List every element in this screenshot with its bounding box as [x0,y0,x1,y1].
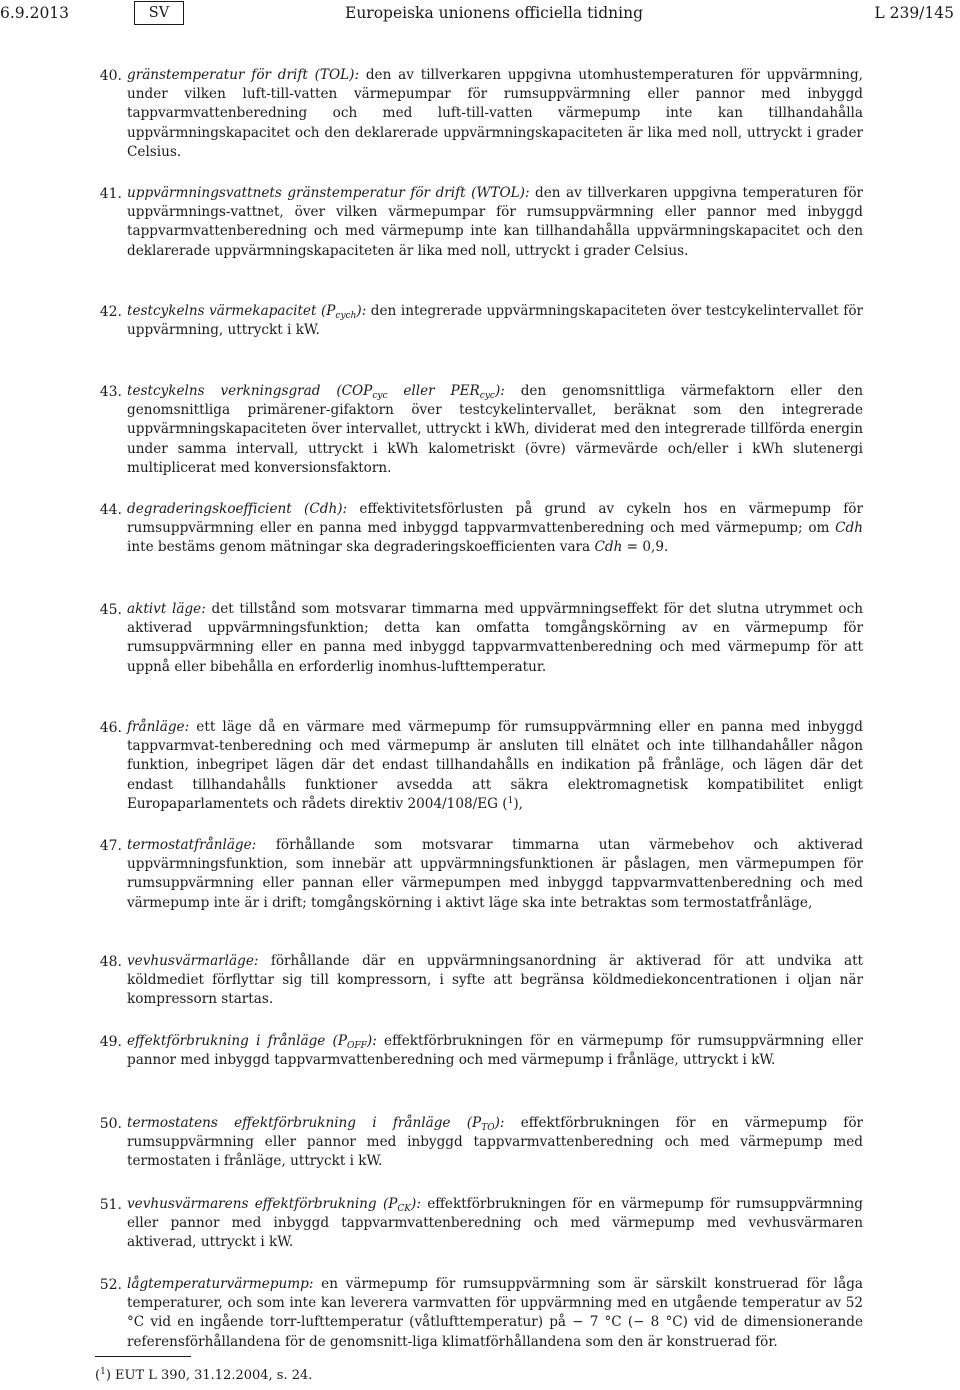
definition-number: 43. [99,384,122,400]
definition-body: effektförbrukningen för en värmepump för rumsuppvärmning eller pannor med inbyggd tappvarmvattenberedning och med värmepump med vevhusvärmaren aktiverad, uttryckt i kW. [127,1196,863,1251]
definition-term: termostatens effektförbrukning i frånläge $(P_{TO})$: [127,1115,505,1133]
definition-text [127,302,863,340]
definition-text [127,600,863,677]
definition-body: effektförbrukningen för en värmepump för rumsuppvärmning eller pannor med inbyggd tappvarmvattenberedning och med värmepump i frånläge, uttryckt i kW. [127,1033,864,1069]
definition-term: aktivt läge: [127,601,206,617]
definition-text: degraderingskoefficient (Cdh): effektivitetsförlusten på grund av cykeln hos en värmepump för rumsuppvärmning eller en panna med inbyggd tappvarmvattenberedning och med värmepump; om Cdh inte bestäms genom mätningar ska degraderingskoefficienten vara Cdh = 0,9. [127,501,863,556]
footnote: ($^1$) EUT L 390, 31.12.2004, s. 24. [95,1367,313,1383]
definition-text [127,1275,863,1352]
definition-number: 48. [99,954,122,970]
footnote-text: EUT L 390, 31.12.2004, s. 24. [110,1368,313,1383]
definition-body: en värmepump för rumsuppvärmning som är särskilt konstruerad för låga temperaturer, och som inte kan leverera varmvatten för uppvärmning med en utgående temperatur av 52 °C vid en ingående torr-lufttemperatur (våtlufttemperatur) på − 7 °C (− 8 °C) vid de dimensionerande referensförhållandena för de genomsnitt-liga klimatförhållandena som den är konstruerad för. [127,1276,863,1350]
definition-body: det tillstånd som motsvarar timmarna med uppvärmningseffekt för det slutna utrymmet och aktiverad uppvärmningsfunktion; detta kan omfatta tomgångskörning av en värmepump för rumsuppvärmning eller en panna med inbyggd tappvarmvattenberedning och med värmepump för att uppnå eller bibehålla en erforderlig inomhus-lufttemperatur. [127,601,863,675]
definition-text [127,1032,863,1070]
definition-body: den av tillverkaren uppgivna temperaturen för uppvärmnings-vattnet, över vilken värmepumpar för rumsuppvärmning eller pannor med inbyggd tappvarmvattenberedning och med värmepump inte kan tillhandahålla uppvärmningskapacitet och den deklarerade uppvärmningskapaciteten är lika med noll, uttryckt i grader Celsius. [127,185,863,259]
page-header [0,0,960,30]
definition-term: testcykelns verkningsgrad ($COP_{cyc}$ eller $PER_{cyc}$): [127,383,505,401]
definition-number: 52. [99,1277,122,1293]
definition-term: gränstemperatur för drift (TOL): [127,67,360,83]
definition-term: vevhusvärmarläge: [127,953,259,969]
definition-number: 40. [99,68,122,84]
definition-number: 46. [99,720,122,736]
definition-number: 45. [99,602,122,618]
definition-text: frånläge: ett läge då en värmare med värmepump för rumsuppvärmning eller en panna med inbyggd tappvarmvat-tenberedning och med värmepump är ansluten till elnätet och inte tillhandahåller någon funktion, inbegripet lägen där det endast tillhandahålls en indikation på frånläge, och lägen där det endast tillhandahålls funktioner avsedda att säkra elektromagnetisk kompatibilitet enligt Europaparlamentets och rådets direktiv 2004/108/EG ($^1$), [127,719,863,812]
definition-text [127,1114,863,1172]
definition-text [127,836,863,913]
definition-text [127,1195,863,1253]
definition-text [127,952,863,1010]
definition-term: degraderingskoefficient (Cdh): [127,501,348,517]
definition-body: den integrerade uppvärmningskapaciteten över testcykelintervallet för uppvärmning, uttryckt i kW. [127,303,863,339]
definition-term: frånläge: [127,719,190,735]
definition-body: den genomsnittliga värmefaktorn eller den genomsnittliga primärener-gifaktorn över testcykelintervallet, beräknat som den integrerade uppvärmningskapaciteten över intervallet, uttryckt i kWh, dividerat med den integrerade tillförda energin under samma intervall, uttryckt i kWh kalometriskt (övre) värmevärde och/eller i kWh slutenergi multiplicerat med konversionsfaktorn. [127,383,863,476]
footnote-reference[interactable]: 1 [507,795,514,806]
footnote-divider [95,1356,191,1357]
page-reference: L 239/145 [874,4,954,22]
publication-date: 6.9.2013 [0,4,70,22]
definition-term: effektförbrukning i frånläge $(P_{OFF})$: [127,1033,377,1051]
definition-text [127,66,863,162]
definition-number: 49. [99,1034,122,1050]
footnote-marker: 1 [100,1367,106,1377]
definition-term: lågtemperaturvärmepump: [127,1276,314,1292]
definition-body: förhållande som motsvarar timmarna utan värmebehov och aktiverad uppvärmningsfunktion, som innebär att uppvärmningsfunktionen är påslagen, men värmepumpen för rumsuppvärmning eller pannan eller värmepumpen med inbyggd tappvarmvattenberedning och med värmepump inte är i drift; tomgångskörning i aktivt läge ska inte betraktas som termostatfrånläge, [127,837,863,911]
definition-term: vevhusvärmarens effektförbrukning $(P_{CK})$: [127,1196,421,1214]
definition-body: effektförbrukningen för en värmepump för rumsuppvärmning eller pannor med inbyggd tappvarmvattenberedning och med värmepump med termostaten i frånläge, uttryckt i kW. [127,1115,864,1170]
definition-text [127,184,863,261]
language-badge: SV [134,1,184,25]
definition-term: uppvärmningsvattnets gränstemperatur för drift (WTOL): [127,185,530,201]
definition-body: den av tillverkaren uppgivna utomhustemperaturen för uppvärmning, under vilken luft-till-vatten värmepumpar för rumsuppvärmning eller pannor med inbyggd tappvarmvattenberedning och med luft-till-vatten värmepump inte kan tillhandahålla uppvärmningskapacitet och den deklarerade uppvärmningskapaciteten är lika med noll, uttryckt i grader Celsius. [127,67,863,160]
definition-number: 50. [99,1116,122,1132]
definition-body: förhållande där en uppvärmningsanordning är aktiverad för att undvika att köldmediet förflyttar sig till kompressorn, i syfte att begränsa köldmediekoncentrationen i oljan när kompressorn startas. [127,953,863,1008]
definition-number: 42. [99,304,122,320]
definition-text [127,382,863,478]
definition-term: testcykelns värmekapacitet $(P_{cych})$: [127,303,367,321]
definition-number: 41. [99,186,122,202]
definition-number: 47. [99,838,122,854]
journal-title: Europeiska unionens officiella tidning [345,4,644,22]
definition-number: 44. [99,502,122,518]
definition-number: 51. [99,1197,122,1213]
definition-term: termostatfrånläge: [127,837,257,853]
